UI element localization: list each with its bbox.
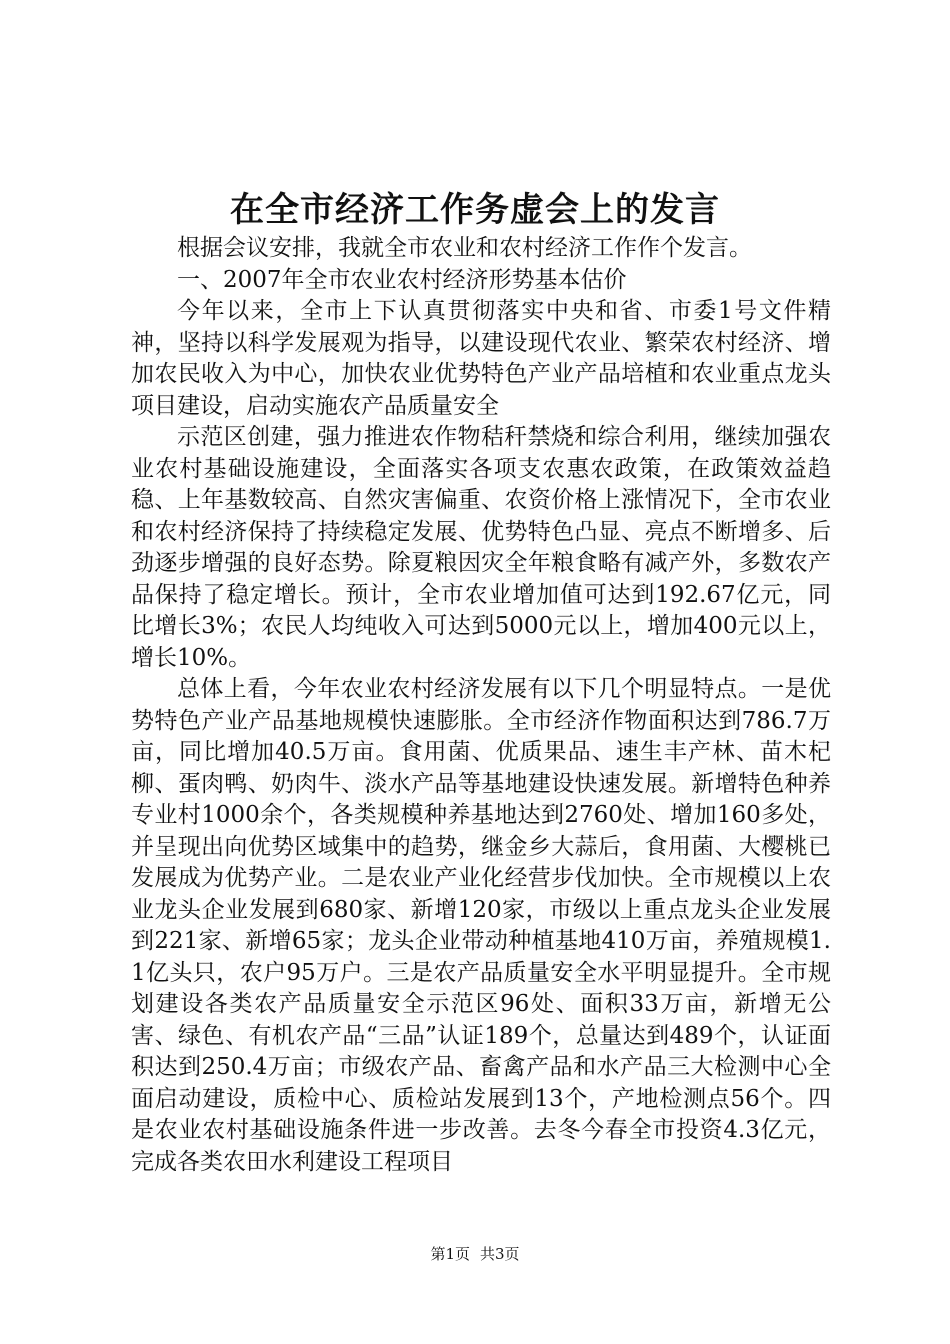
page-number: 第1页 [430, 1245, 470, 1263]
page-total: 共3页 [480, 1245, 520, 1263]
document-body [131, 233, 831, 1178]
paragraph-intro: 根据会议安排，我就全市农业和农村经济工作作个发言。 [177, 235, 752, 261]
document-title: 在全市经济工作务虚会上的发言 [230, 190, 720, 230]
paragraph-results: 示范区创建，强力推进农作物秸秆禁烧和综合利用，继续加强农业农村基础设施建设，全面落实各项支农惠农政策，在政策效益趋稳、上年基数较高、自然灾害偏重、农资价格上涨情况下，全市农业和农村经济保持了持续稳定发展、优势特色凸显、亮点不断增多、后劲逐步增强的良好态势。除夏粮因灾全年粮食略有减产外，多数农产品保持了稳定增长。预计，全市农业增加值可达到192.67亿元，同比增长3%；农民人均纯收入可达到5000元以上，增加400元以上，增长10%。 [131, 424, 831, 671]
page-footer [0, 1243, 950, 1265]
paragraph-overview: 今年以来，全市上下认真贯彻落实中央和省、市委1号文件精神，坚持以科学发展观为指导，以建设现代农业、繁荣农村经济、增加农民收入为中心，加快农业优势特色产业产品培植和农业重点龙头项目建设，启动实施农产品质量安全 [131, 298, 831, 419]
paragraph-features: 总体上看，今年农业农村经济发展有以下几个明显特点。一是优势特色产业产品基地规模快速膨胀。全市经济作物面积达到786.7万亩，同比增加40.5万亩。食用菌、优质果品、速生丰产林、苗木杞柳、蛋肉鸭、奶肉牛、淡水产品等基地建设快速发展。新增特色种养专业村1000余个，各类规模种养基地达到2760处、增加160多处，并呈现出向优势区域集中的趋势，继金乡大蒜后，食用菌、大樱桃已发展成为优势产业。二是农业产业化经营步伐加快。全市规模以上农业龙头企业发展到680家、新增120家，市级以上重点龙头企业发展到221家、新增65家；龙头企业带动种植基地410万亩，养殖规模1.1亿头只，农户95万户。三是农产品质量安全水平明显提升。全市规划建设各类农产品质量安全示范区96处、面积33万亩，新增无公害、绿色、有机农产品“三品”认证189个，总量达到489个，认证面积达到250.4万亩；市级农产品、畜禽产品和水产品三大检测中心全面启动建设，质检中心、质检站发展到13个，产地检测点56个。四是农业农村基础设施条件进一步改善。去冬今春全市投资4.3亿元，完成各类农田水利建设工程项目 [131, 676, 831, 1175]
section-heading-1: 一、2007年全市农业农村经济形势基本估价 [177, 266, 627, 293]
